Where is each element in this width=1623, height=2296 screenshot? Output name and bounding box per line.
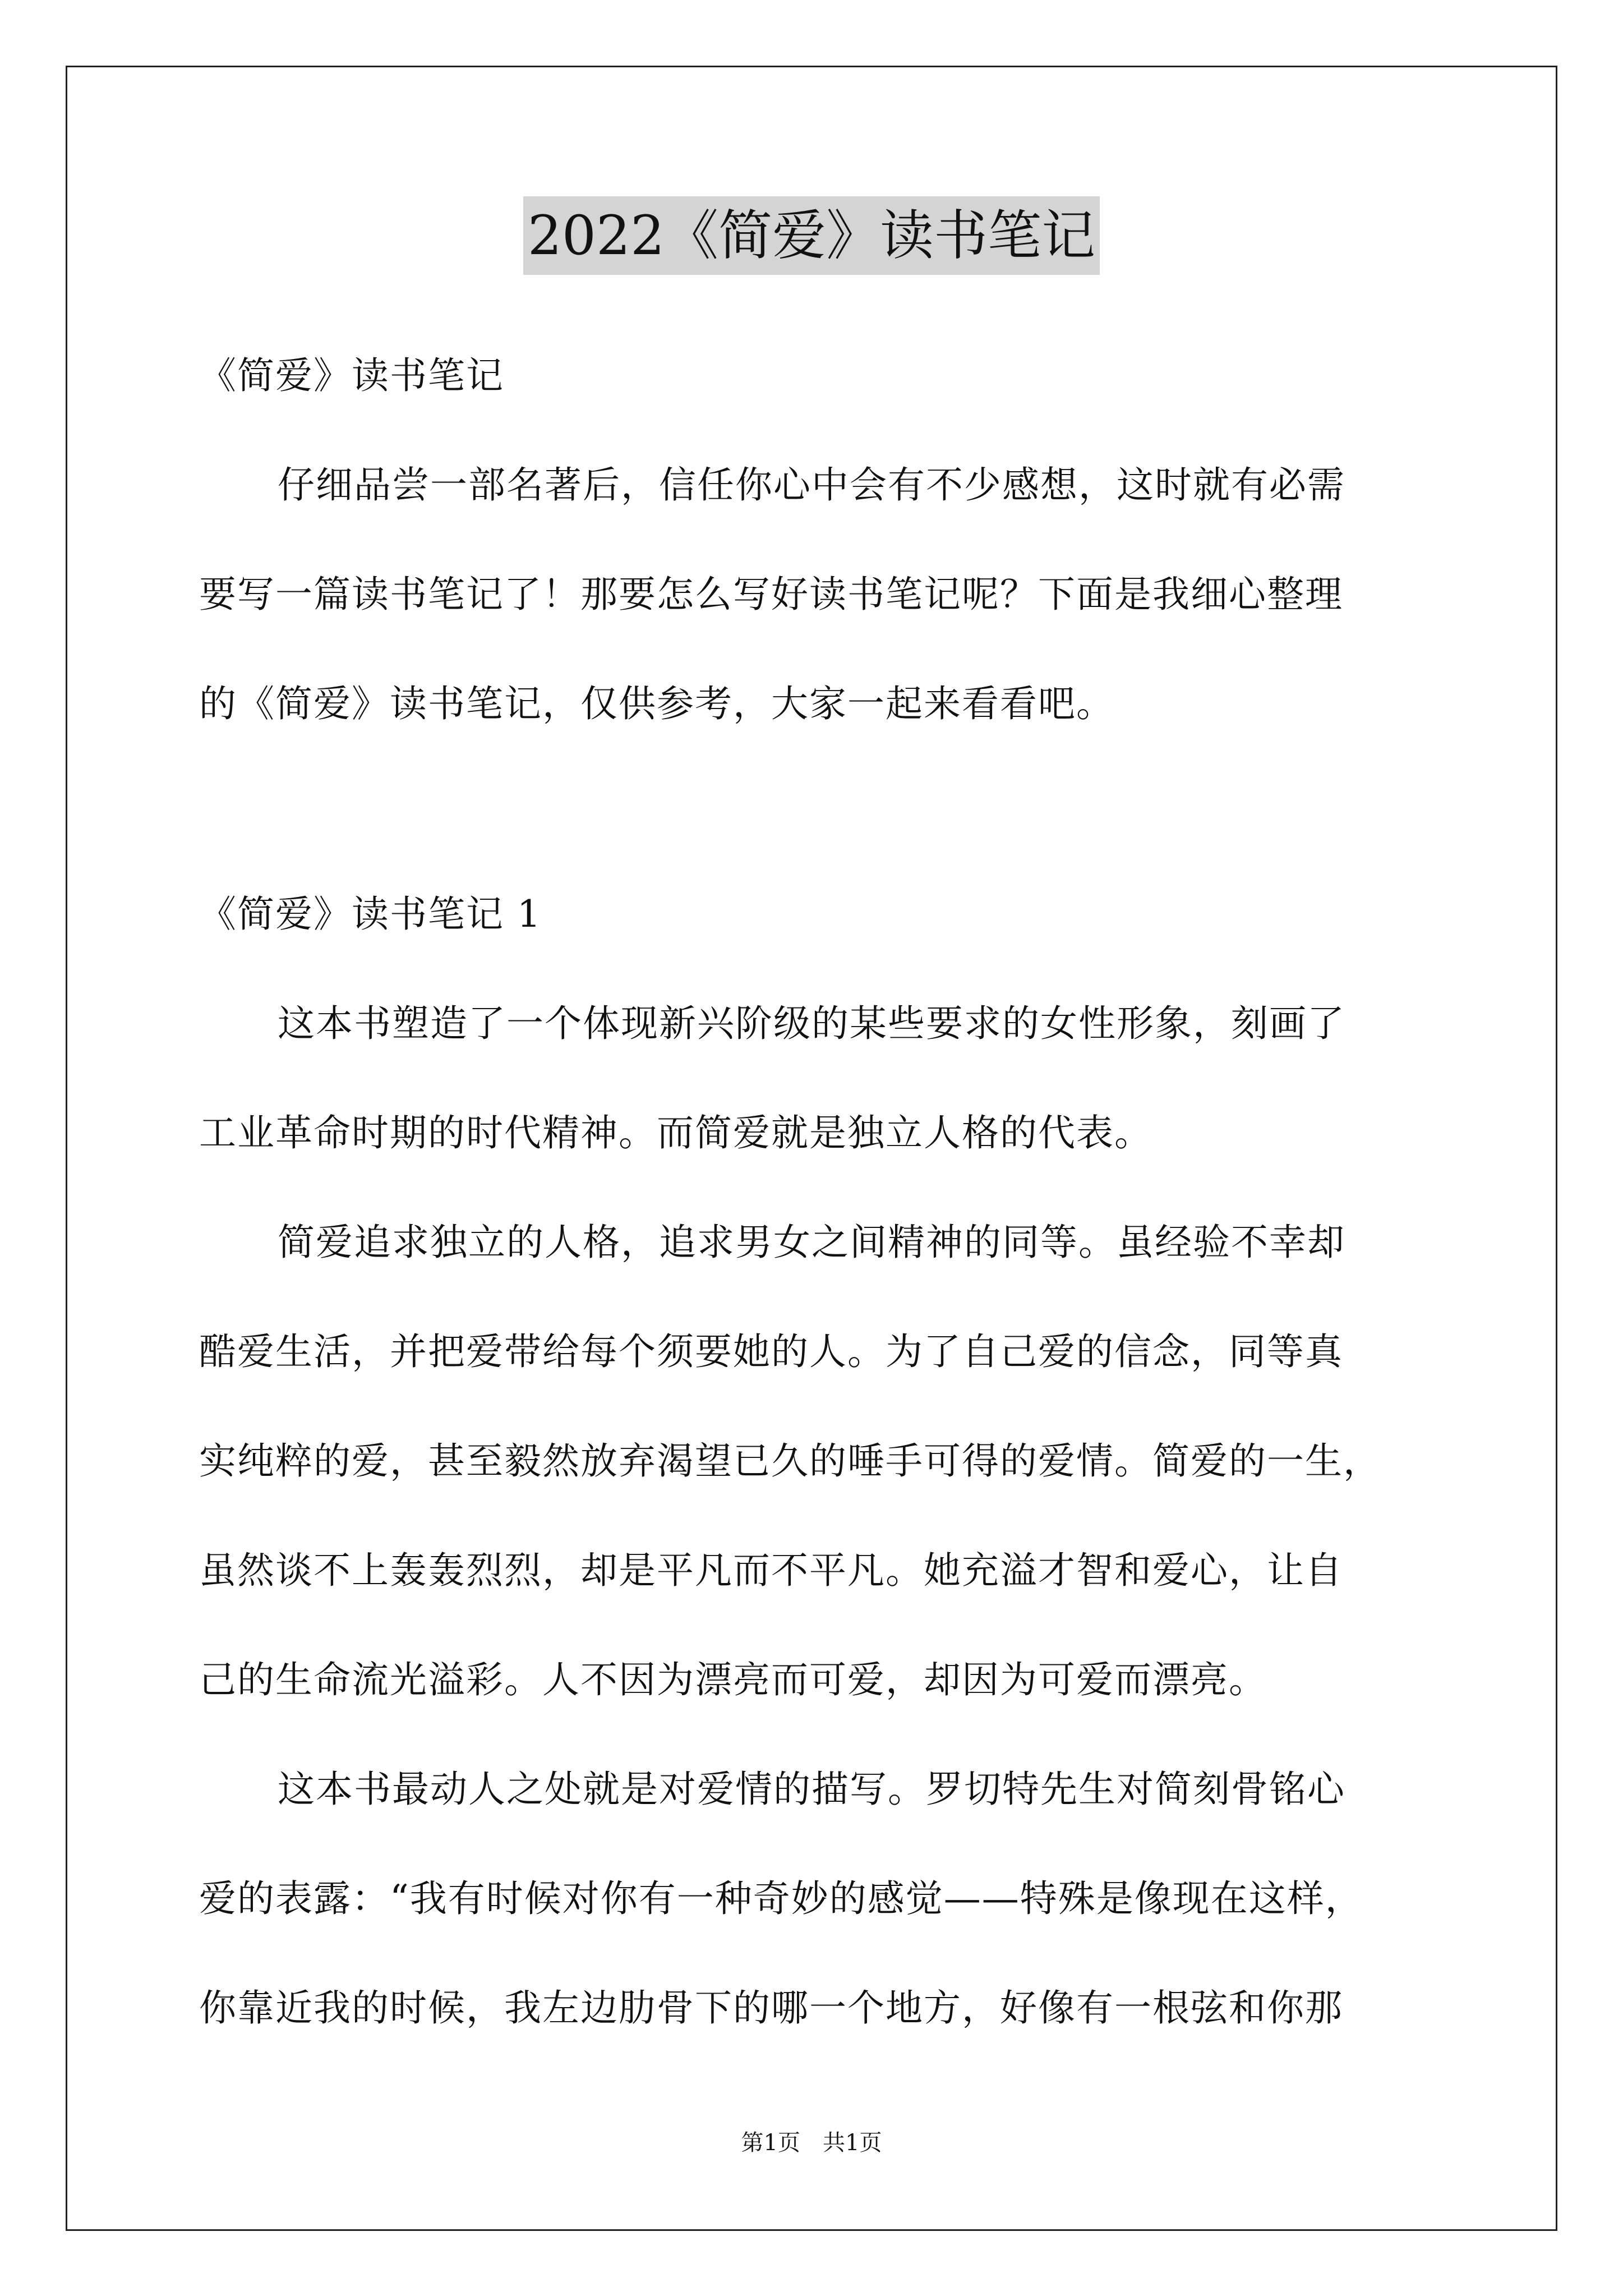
paragraph-line: 虽然谈不上轰轰烈烈，却是平凡而不平凡。她充溢才智和爱心，让自	[199, 1549, 1343, 1592]
paragraph-line: 爱的表露：“我有时候对你有一种奇妙的感觉——特殊是像现在这样，	[199, 1877, 1363, 1920]
paragraph-line: 工业革命时期的时代精神。而简爱就是独立人格的代表。	[199, 1111, 1152, 1154]
paragraph-line: 你靠近我的时候，我左边肋骨下的哪一个地方，好像有一根弦和你那	[199, 1986, 1343, 2030]
paragraph-line: 简爱追求独立的人格，追求男女之间精神的同等。虽经验不幸却	[278, 1221, 1345, 1264]
intro-line: 要写一篇读书笔记了！那要怎么写好读书笔记呢？下面是我细心整理	[199, 573, 1343, 616]
document-title	[0, 196, 1623, 275]
intro-line: 的《简爱》读书笔记，仅供参考，大家一起来看看吧。	[199, 682, 1114, 725]
page-footer: 第1页 共1页	[741, 2130, 882, 2156]
paragraph-line: 酷爱生活，并把爱带给每个须要她的人。为了自己爱的信念，同等真	[199, 1330, 1343, 1373]
intro-line: 仔细品尝一部名著后，信任你心中会有不少感想，这时就有必需	[278, 463, 1345, 507]
document-title-text: 2022《简爱》读书笔记	[523, 196, 1100, 275]
paragraph-line: 己的生命流光溢彩。人不因为漂亮而可爱，却因为可爱而漂亮。	[199, 1658, 1267, 1701]
paragraph-line: 这本书塑造了一个体现新兴阶级的某些要求的女性形象，刻画了	[278, 1002, 1345, 1045]
section-heading: 《简爱》读书笔记 1	[199, 892, 542, 936]
paragraph-line: 实纯粹的爱，甚至毅然放弃渴望已久的唾手可得的爱情。简爱的一生，	[199, 1439, 1381, 1483]
paragraph-line: 这本书最动人之处就是对爱情的描写。罗切特先生对简刻骨铭心	[278, 1768, 1345, 1811]
subtitle: 《简爱》读书笔记	[199, 354, 504, 397]
